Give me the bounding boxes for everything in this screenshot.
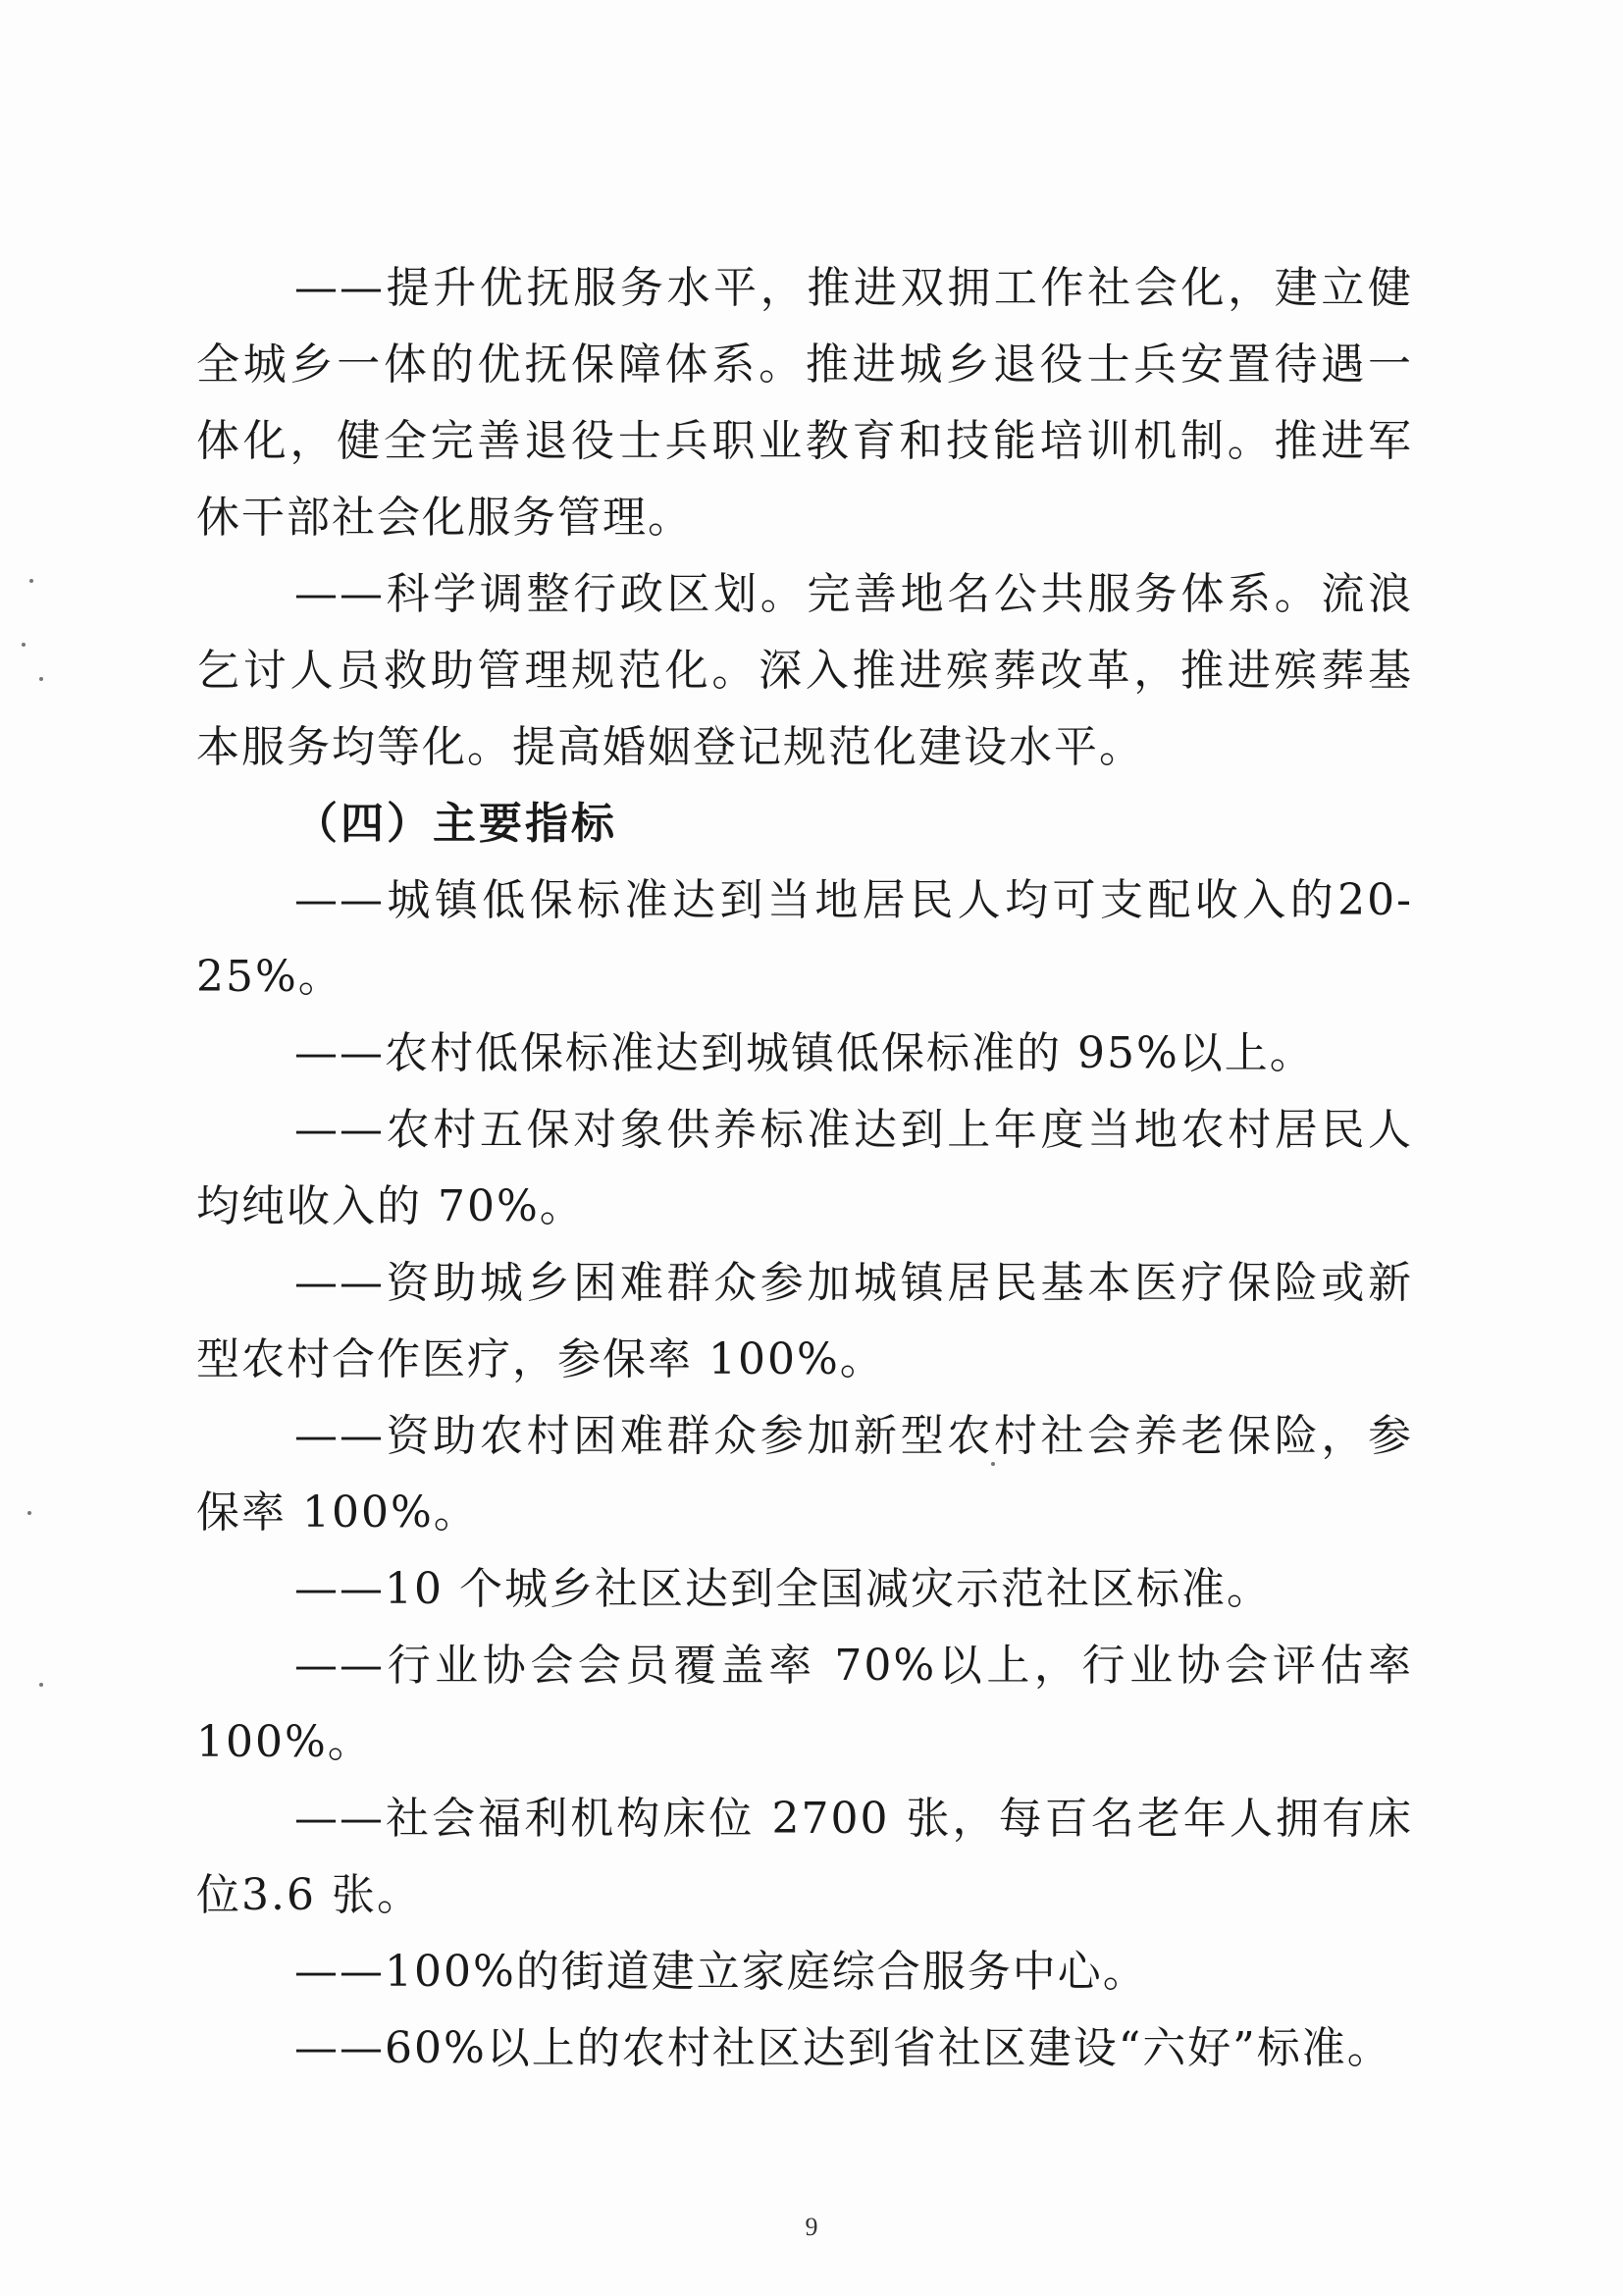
indicator-item: ——农村五保对象供养标准达到上年度当地农村居民人均纯收入的 70%。 <box>196 1105 1413 1231</box>
paragraph-veterans-services: ——提升优抚服务水平，推进双拥工作社会化，建立健全城乡一体的优抚保障体系。推进城乡退役士兵安置待遇一体化，健全完善退役士兵职业教育和技能培训机制。推进军休干部社会化服务管理。 <box>196 263 1413 543</box>
indicator-item: ——100%的街道建立家庭综合服务中心。 <box>294 1947 1148 1997</box>
scan-speck <box>39 677 43 681</box>
scan-speck <box>39 1683 43 1687</box>
section-heading-main-indicators: （四）主要指标 <box>294 799 617 849</box>
paragraph-administrative-affairs: ——科学调整行政区划。完善地名公共服务体系。流浪乞讨人员救助管理规范化。深入推进殡葬改革，推进殡葬基本服务均等化。提高婚姻登记规范化建设水平。 <box>196 569 1413 772</box>
indicator-item: ——农村低保标准达到城镇低保标准的 95%以上。 <box>294 1028 1315 1078</box>
scan-speck <box>22 643 26 647</box>
scan-speck <box>27 1511 31 1515</box>
indicator-item: ——行业协会会员覆盖率 70%以上，行业协会评估率100%。 <box>196 1641 1413 1767</box>
page-number: 9 <box>805 2213 818 2241</box>
indicator-item: ——社会福利机构床位 2700 张，每百名老年人拥有床位3.6 张。 <box>196 1794 1413 1920</box>
indicator-item: ——10 个城乡社区达到全国减灾示范社区标准。 <box>294 1564 1272 1614</box>
document-body <box>196 250 1413 2087</box>
indicator-item: ——资助城乡困难群众参加城镇居民基本医疗保险或新型农村合作医疗，参保率 100%。 <box>196 1258 1413 1384</box>
indicator-item: ——资助农村困难群众参加新型农村社会养老保险，参保率 100%。 <box>196 1411 1413 1538</box>
scan-speck <box>29 579 33 583</box>
indicator-item: ——城镇低保标准达到当地居民人均可支配收入的20-25%。 <box>196 875 1413 1002</box>
indicator-item: ——60%以上的农村社区达到省社区建设“六好”标准。 <box>294 2023 1392 2073</box>
